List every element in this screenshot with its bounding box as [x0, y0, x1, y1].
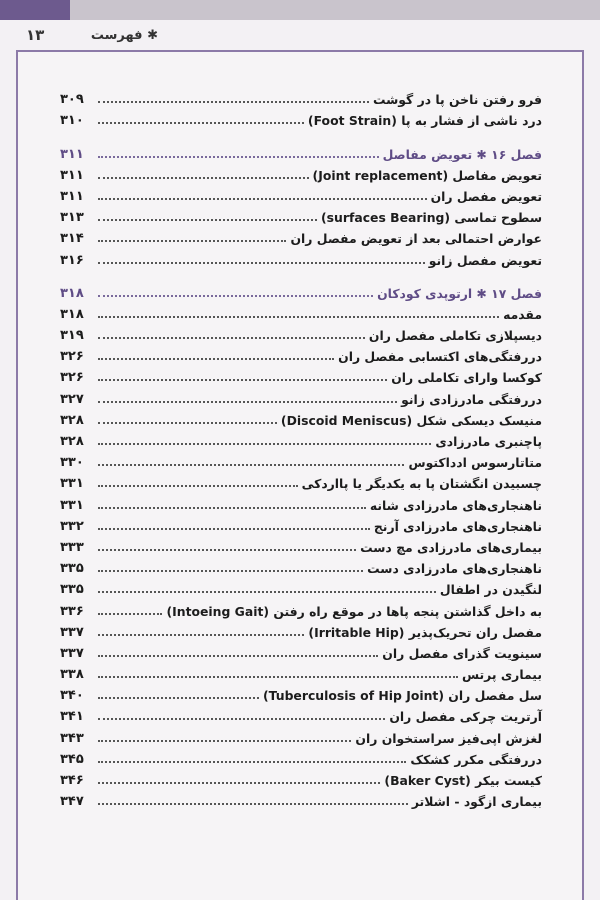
entry-page-number: ۳۱۸ — [60, 306, 84, 322]
entry-title: سل مفصل ران (Tuberculosis of Hip Joint) — [262, 688, 542, 704]
toc-entry[interactable] — [60, 597, 542, 618]
entry-title: تعویض مفاصل (Joint replacement) — [312, 167, 542, 183]
entry-page-number: ۳۲۶ — [60, 370, 84, 386]
entry-page-number: ۳۱۳ — [60, 210, 84, 226]
entry-page-number: ۳۱۹ — [60, 328, 84, 344]
page-header — [0, 22, 600, 52]
toc-entry[interactable] — [60, 640, 542, 661]
chapter-page-number: ۳۱۸ — [60, 285, 84, 301]
entry-page-number: ۳۱۱ — [60, 167, 84, 183]
toc-entry[interactable] — [60, 491, 542, 512]
toc-entry[interactable] — [60, 322, 542, 343]
toc-entry[interactable] — [60, 555, 542, 576]
toc-entry[interactable] — [60, 682, 542, 703]
dot-leader — [98, 295, 373, 297]
entry-title: سینویت گذرای مفصل ران — [382, 645, 542, 661]
dot-leader — [98, 443, 431, 445]
entry-title: پاچنبری مادرزادی — [435, 434, 542, 449]
dot-leader — [98, 740, 351, 742]
toc-entry[interactable] — [60, 724, 542, 745]
dot-leader — [98, 485, 298, 487]
entry-title: کوکسا وارای تکاملی ران — [391, 370, 542, 386]
entry-page-number: ۳۰۹ — [60, 92, 84, 108]
entry-title: چسبیدن انگشتان پا به یکدیگر یا پااردکی — [301, 476, 542, 492]
toc-entry[interactable] — [60, 470, 542, 491]
dot-leader — [98, 316, 499, 318]
entry-page-number: ۳۴۶ — [60, 773, 84, 788]
dot-leader — [98, 761, 406, 763]
toc-entry[interactable] — [60, 301, 542, 322]
entry-page-number: ۳۱۶ — [60, 252, 84, 268]
dot-leader — [98, 337, 365, 339]
entry-page-number: ۳۳۷ — [60, 645, 84, 661]
entry-title: مقدمه — [503, 306, 542, 322]
dot-leader — [98, 782, 380, 784]
dot-leader — [98, 122, 304, 124]
dot-leader — [98, 634, 304, 636]
entry-page-number: ۳۳۷ — [60, 624, 84, 640]
entry-page-number: ۳۲۸ — [60, 434, 84, 449]
section-gap — [60, 268, 542, 280]
dot-leader — [98, 591, 436, 593]
section-gap — [60, 128, 542, 140]
table-of-contents — [60, 86, 542, 809]
toc-entry[interactable] — [60, 534, 542, 555]
dot-leader — [98, 613, 162, 615]
toc-entry[interactable] — [60, 86, 542, 107]
dot-leader — [98, 718, 385, 720]
entry-page-number: ۳۳۱ — [60, 476, 84, 492]
entry-title: منیسک دیسکی شکل (Discoid Meniscus) — [280, 412, 542, 428]
dot-leader — [98, 549, 356, 551]
dot-leader — [98, 101, 369, 103]
dot-leader — [98, 570, 363, 572]
entry-page-number: ۳۳۰ — [60, 455, 84, 471]
header-title: ✱ فهرست — [90, 28, 158, 43]
toc-entry[interactable] — [60, 183, 542, 204]
top-purple-tab — [0, 0, 70, 20]
entry-title: بیماری‌های مادرزادی مچ دست — [360, 539, 542, 555]
toc-entry[interactable] — [60, 619, 542, 640]
entry-title: لنگیدن در اطفال — [439, 582, 542, 598]
toc-entry[interactable] — [60, 364, 542, 385]
toc-entry[interactable] — [60, 107, 542, 128]
entry-title: سطوح تماسی (surfaces Bearing) — [320, 210, 542, 226]
dot-leader — [98, 464, 404, 466]
entry-title: تعویض مفصل زانو — [428, 252, 542, 268]
toc-entry[interactable] — [60, 703, 542, 724]
dot-leader — [98, 240, 286, 242]
dot-leader — [98, 262, 425, 264]
dot-leader — [98, 697, 259, 699]
entry-page-number: ۳۴۰ — [60, 688, 84, 704]
entry-title: متاتارسوس ادداکتوس — [408, 455, 542, 471]
toc-entry[interactable] — [60, 661, 542, 682]
chapter-title: فصل ۱۶ ✱ تعویض مفاصل — [382, 146, 542, 162]
entry-page-number: ۳۳۸ — [60, 667, 84, 683]
toc-entry[interactable] — [60, 246, 542, 267]
entry-title: ناهنجاری‌های مادرزادی شانه — [369, 497, 542, 513]
top-color-band — [0, 0, 600, 20]
entry-title: دررفتگی‌های اکتسابی مفصل ران — [338, 349, 542, 365]
dot-leader — [98, 219, 317, 221]
entry-page-number: ۳۳۳ — [60, 539, 84, 555]
entry-page-number: ۳۲۶ — [60, 349, 84, 365]
chapter-heading[interactable] — [60, 140, 542, 161]
toc-entry[interactable] — [60, 788, 542, 809]
entry-title: ناهنجاری‌های مادرزادی آرنج — [373, 518, 542, 534]
toc-entry[interactable] — [60, 343, 542, 364]
toc-entry[interactable] — [60, 225, 542, 246]
entry-title: کیست بیکر (Baker Cyst) — [384, 773, 542, 788]
dot-leader — [98, 401, 397, 403]
page-number: ۱۳ — [26, 26, 45, 44]
entry-title: دررفتگی مادرزادی زانو — [401, 391, 542, 407]
entry-page-number: ۳۴۷ — [60, 794, 84, 810]
entry-page-number: ۳۴۱ — [60, 709, 84, 725]
entry-page-number: ۳۳۱ — [60, 497, 84, 513]
chapter-page-number: ۳۱۱ — [60, 146, 84, 162]
toc-entry[interactable] — [60, 576, 542, 597]
toc-entry[interactable] — [60, 428, 542, 449]
entry-title: بیماری پرتس — [461, 667, 542, 683]
toc-entry[interactable] — [60, 767, 542, 788]
dot-leader — [98, 358, 334, 360]
toc-entry[interactable] — [60, 204, 542, 225]
entry-title: تعویض مفصل ران — [430, 188, 542, 204]
entry-page-number: ۳۱۴ — [60, 231, 84, 247]
dot-leader — [98, 422, 277, 424]
entry-page-number: ۳۳۶ — [60, 603, 84, 619]
toc-entry[interactable] — [60, 746, 542, 767]
chapter-title: فصل ۱۷ ✱ ارتوپدی کودکان — [377, 285, 542, 301]
entry-title: آرتریت چرکی مفصل ران — [389, 709, 542, 725]
entry-page-number: ۳۳۵ — [60, 561, 84, 577]
entry-title: دیسپلازی تکاملی مفصل ران — [368, 328, 542, 344]
dot-leader — [98, 528, 370, 530]
toc-entry[interactable] — [60, 513, 542, 534]
entry-title: ناهنجاری‌های مادرزادی دست — [367, 561, 542, 577]
entry-title: عوارض احتمالی بعد از تعویض مفصل ران — [290, 231, 542, 247]
chapter-heading[interactable] — [60, 280, 542, 301]
entry-title: دررفتگی مکرر کشکک — [410, 751, 542, 767]
toc-entry[interactable] — [60, 385, 542, 406]
entry-page-number: ۳۳۲ — [60, 518, 84, 534]
entry-title: لغزش اپی‌فیز سراستخوان ران — [355, 730, 542, 746]
entry-title: فرو رفتن ناخن پا در گوشت — [372, 92, 542, 108]
dot-leader — [98, 379, 387, 381]
dot-leader — [98, 507, 366, 509]
dot-leader — [98, 156, 379, 158]
entry-page-number: ۳۴۳ — [60, 730, 84, 746]
entry-page-number: ۳۱۰ — [60, 113, 84, 129]
entry-title: بیماری ازگود - اشلاتر — [411, 794, 542, 810]
dot-leader — [98, 676, 458, 678]
dot-leader — [98, 177, 309, 179]
entry-title: به داخل گذاشتن پنجه پاها در موقع راه رفتن (Intoeing Gait) — [166, 603, 542, 619]
dot-leader — [98, 803, 408, 805]
dot-leader — [98, 198, 427, 200]
entry-title: مفصل ران تحریک‌پذیر (Irritable Hip) — [308, 624, 542, 640]
dot-leader — [98, 655, 378, 657]
toc-entry[interactable] — [60, 449, 542, 470]
toc-entry[interactable] — [60, 407, 542, 428]
entry-page-number: ۳۴۵ — [60, 751, 84, 767]
entry-title: درد ناشی از فشار به پا (Foot Strain) — [307, 113, 542, 129]
entry-page-number: ۳۲۷ — [60, 391, 84, 407]
entry-page-number: ۳۳۵ — [60, 582, 84, 598]
entry-page-number: ۳۲۸ — [60, 412, 84, 428]
toc-entry[interactable] — [60, 162, 542, 183]
entry-page-number: ۳۱۱ — [60, 188, 84, 204]
